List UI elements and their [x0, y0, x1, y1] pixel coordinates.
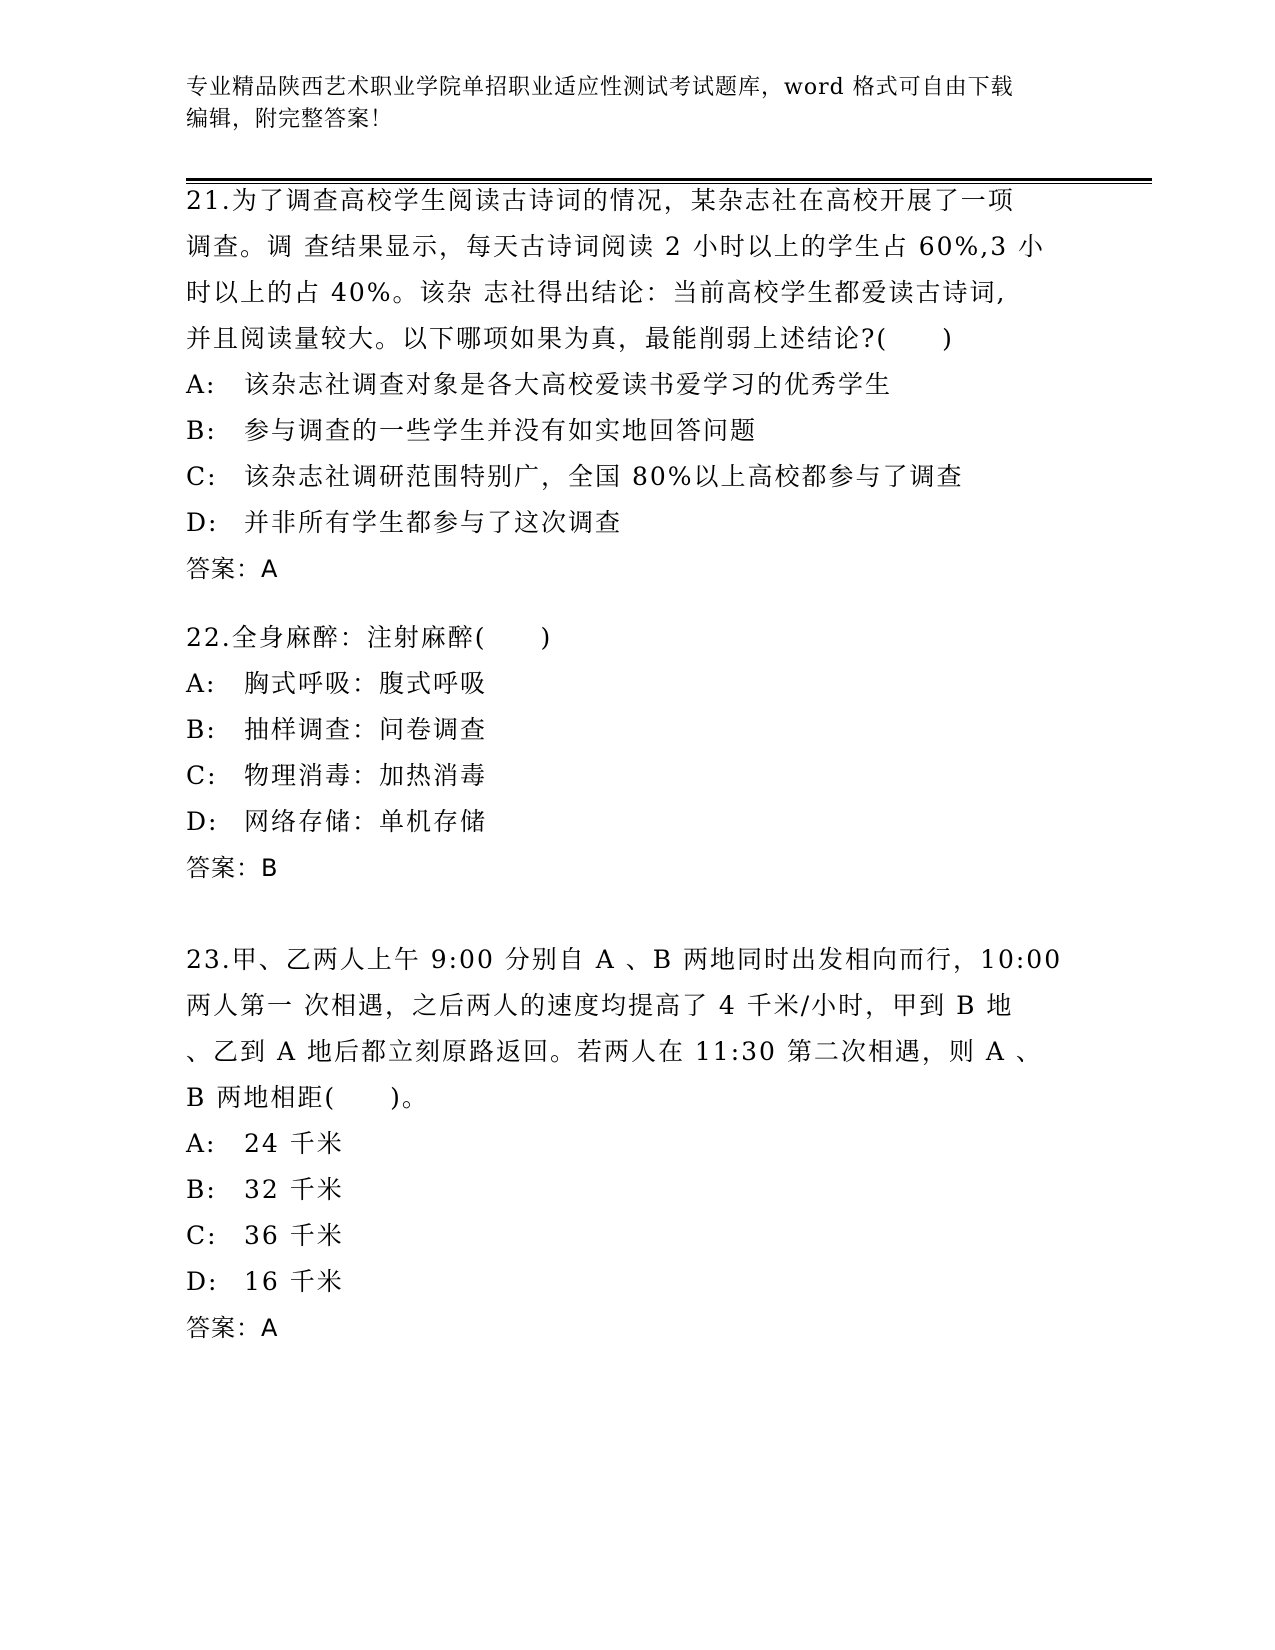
header-line-2: 编辑，附完整答案！: [186, 107, 394, 132]
question-stem-line: 23.甲、乙两人上午 9:00 分别自 A 、B 两地同时出发相向而行，10:00: [186, 945, 1063, 974]
option-a: [186, 661, 1086, 707]
option-text: 32 千米: [244, 1175, 344, 1204]
option-letter: D:: [186, 508, 219, 537]
question-stem-line: 、乙到 A 地后都立刻原路返回。若两人在 11:30 第二次相遇，则 A 、: [186, 1037, 1043, 1066]
option-letter: C:: [186, 761, 218, 790]
question-21: [186, 178, 1086, 592]
option-text: 物理消毒：加热消毒: [244, 761, 488, 790]
option-b: [186, 1167, 1086, 1213]
option-d: [186, 500, 1086, 546]
answer-label: 答案：A: [186, 555, 279, 583]
option-c: [186, 753, 1086, 799]
question-stem-line: 22.全身麻醉：注射麻醉( ): [186, 623, 553, 652]
option-b: [186, 408, 1086, 454]
option-text: 24 千米: [244, 1129, 344, 1158]
option-text: 胸式呼吸：腹式呼吸: [244, 669, 488, 698]
option-text: 36 千米: [244, 1221, 344, 1250]
option-text: 16 千米: [244, 1267, 344, 1296]
question-stem-line: B 两地相距( )。: [186, 1083, 429, 1112]
question-stem-line: 两人第一 次相遇，之后两人的速度均提高了 4 千米/小时，甲到 B 地: [186, 991, 1014, 1020]
option-letter: D:: [186, 807, 219, 836]
question-stem-line: 并且阅读量较大。以下哪项如果为真，最能削弱上述结论?( ): [186, 324, 954, 353]
header-line-1: 专业精品陕西艺术职业学院单招职业适应性测试考试题库，word 格式可自由下载: [186, 75, 1014, 100]
option-b: [186, 707, 1086, 753]
option-letter: A:: [186, 669, 217, 698]
option-a: [186, 362, 1086, 408]
option-text: 参与调查的一些学生并没有如实地回答问题: [244, 416, 758, 445]
option-text: 该杂志社调查对象是各大高校爱读书爱学习的优秀学生: [244, 370, 893, 399]
option-text: 并非所有学生都参与了这次调查: [244, 508, 623, 537]
option-letter: C:: [186, 1221, 218, 1250]
answer-label: 答案：A: [186, 1314, 279, 1342]
option-c: [186, 1213, 1086, 1259]
option-letter: A:: [186, 370, 217, 399]
option-letter: B:: [186, 1175, 217, 1204]
option-d: [186, 799, 1086, 845]
document-header: [186, 72, 1066, 136]
option-letter: D:: [186, 1267, 219, 1296]
answer-label: 答案：B: [186, 854, 279, 882]
option-letter: B:: [186, 416, 217, 445]
question-23: [186, 937, 1086, 1351]
option-letter: C:: [186, 462, 218, 491]
option-letter: A:: [186, 1129, 217, 1158]
question-22: [186, 615, 1086, 891]
option-c: [186, 454, 1086, 500]
option-d: [186, 1259, 1086, 1305]
question-stem-line: 调查。调 查结果显示，每天古诗词阅读 2 小时以上的学生占 60%,3 小: [186, 232, 1046, 261]
option-a: [186, 1121, 1086, 1167]
option-text: 网络存储：单机存储: [244, 807, 488, 836]
option-letter: B:: [186, 715, 217, 744]
option-text: 抽样调查：问卷调查: [244, 715, 488, 744]
question-stem-line: 时以上的占 40%。该杂 志社得出结论：当前高校学生都爱读古诗词,: [186, 278, 1007, 307]
option-text: 该杂志社调研范围特别广，全国 80%以上高校都参与了调查: [244, 462, 964, 491]
question-stem-line: 21.为了调查高校学生阅读古诗词的情况，某杂志社在高校开展了一项: [186, 186, 1015, 215]
